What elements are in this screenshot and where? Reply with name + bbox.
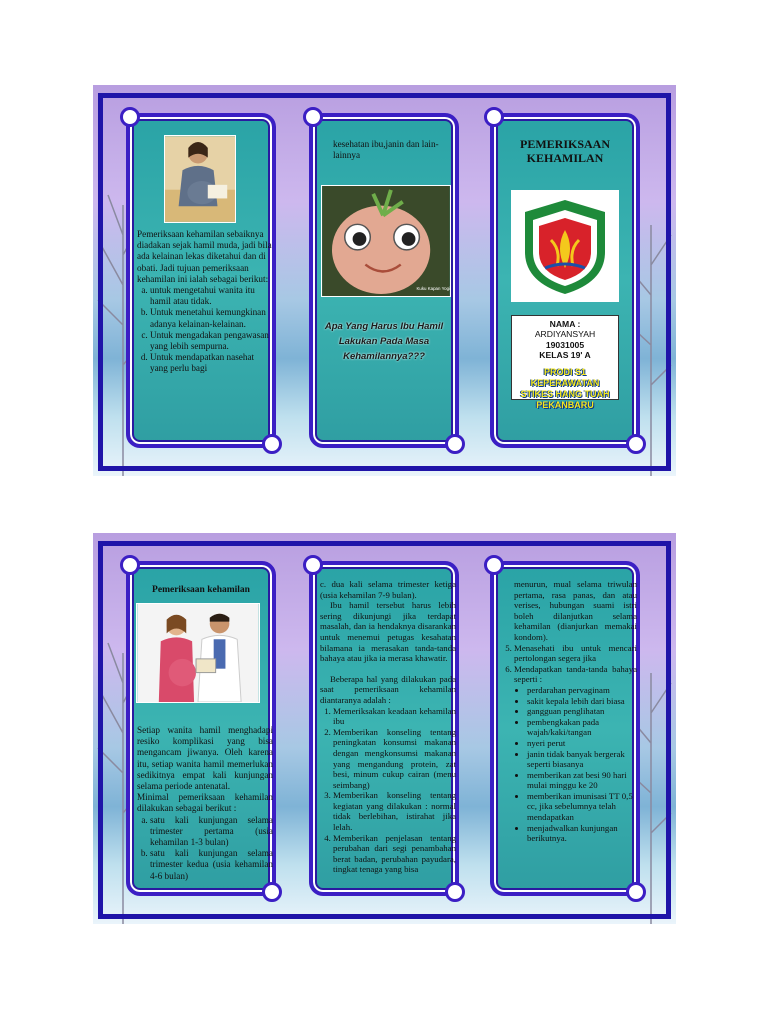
- panel-tujuan: [126, 113, 276, 448]
- name-label: NAMA :: [549, 319, 581, 329]
- list-item: • pembengkakan pada wajah/kaki/tangan: [527, 717, 637, 738]
- list-item: 5. Menasehati ibu untuk mencari pertolongan segera jika: [514, 643, 637, 664]
- panel-question-top-text: kesehatan ibu,janin dan lain-lainnya: [333, 139, 439, 161]
- institution-logo: [511, 190, 619, 302]
- list-item: d. Untuk mendapatkan nasehat yang perlu bagi: [150, 352, 273, 374]
- list-item: c. Untuk mengadakan pengawasan yang lebih sempurna.: [150, 330, 273, 352]
- cover-title: PEMERIKSAAN KEHAMILAN: [519, 137, 610, 165]
- panel-question: [309, 113, 459, 448]
- list-item: • memberikan zat besi 90 hari mulai minggu ke 20: [527, 770, 637, 791]
- doctor-patient-photo: [136, 603, 260, 703]
- student-name: ARDIYANSYAH: [534, 329, 596, 340]
- pemeriksaan-title: Pemeriksaan kehamilan: [152, 585, 250, 595]
- tanda-bahaya-text: [501, 579, 637, 844]
- panel-cover: [490, 113, 640, 448]
- panel-tanda-bahaya: [490, 561, 640, 896]
- photo-caption: Kuku Kapan Yogi: [416, 286, 451, 292]
- egg-face-photo: [321, 185, 451, 297]
- tujuan-list: [137, 285, 273, 375]
- hal-list: [320, 706, 456, 876]
- list-item: 4. Memberikan penjelasan tentang perubahan dari segi penambahan berat badan, perubahan payudara, tingkat tenaga yang bisa: [333, 833, 456, 875]
- prodi-line-1: PRODI S1 KEPERAWATAN: [530, 366, 600, 388]
- list-item: • menjadwalkan kunjungan berikutnya.: [527, 823, 637, 844]
- list-item: 3. Memberikan konseling tentang kegiatan yang dilakukan : normal tidak berlebihan, istirahat jika lelah.: [333, 790, 456, 832]
- kunjungan-paragraph: Ibu hamil tersebut harus lebih sering dikunjungi jika terdapat masalah, dan ia hendaknya disarankan untuk menemui petugas kesahatan bilamana ia merasakan tanda-tanda bahaya atau jika ia merasa khawatir.: [320, 600, 456, 664]
- hal-intro: Beberapa hal yang dilakukan pada saat pemeriksaan kehamilan diantaranya adalah :: [320, 673, 456, 705]
- lanjutan-text: menurun, mual selama triwulan pertama, rasa panas, dan atau verises, hubungan suami istri boleh dilanjutkan selama kehamilan (dianjurkan memakai kondom).: [514, 579, 637, 642]
- logo-emblem-icon: [511, 190, 619, 302]
- list-item: 2. Memberikan konseling tentang peningkatan konsumsi makanan dengan mengkonsumsi makanan yang mengandung protein, zat besi, minum cukup cairan (menu seimbang): [333, 727, 456, 791]
- panel-hal-dilakukan: [309, 561, 459, 896]
- panel-tujuan-text: [137, 229, 273, 375]
- list-item: a. untuk mengetahui wanita itu hamil atau tidak.: [150, 285, 273, 307]
- pregnant-woman-photo: [164, 135, 236, 223]
- list-item: a. satu kali kunjungan selama trimester pertama (usia kehamilan 1-3 bulan): [150, 815, 273, 849]
- list-item: • nyeri perut: [527, 738, 637, 749]
- student-nim: 19031005: [545, 339, 585, 350]
- list-item: • janin tidak banyak bergerak seperti biasanya: [527, 749, 637, 770]
- kunjungan-list: [137, 815, 273, 882]
- tanda-bahaya-list: [501, 685, 637, 844]
- question-heading: Apa Yang Harus Ibu Hamil Lakukan Pada Masa Kehamilannya???: [324, 321, 444, 362]
- list-item: 6. Mendapatkan tanda-tanda bahaya seperti :: [514, 664, 637, 685]
- pemeriksaan-intro-2: Minimal pemeriksaan kehamilan dilakukan sebagai berikut :: [137, 792, 273, 814]
- pemeriksaan-intro: Setiap wanita hamil menghadapi resiko komplikasi yang bisa mengancam jiwanya. Oleh karena itu, setiap wanita hamil memerlukan sedikitnya empat kali kunjungan selama periode antenatal.: [137, 725, 273, 792]
- panel-pemeriksaan: [126, 561, 276, 896]
- nasehat-list: [501, 643, 637, 685]
- list-item: b. satu kali kunjungan selama trimester kedua (usia kehamilan 4-6 bulan): [150, 848, 273, 882]
- pemeriksaan-text: [137, 725, 273, 882]
- student-info-box: [511, 315, 619, 410]
- list-item: • perdarahan pervaginam: [527, 685, 637, 696]
- brochure-page-1: [93, 85, 676, 476]
- list-item: • sakit kepala lebih dari biasa: [527, 696, 637, 707]
- trimester-ketiga: c. dua kali selama trimester ketiga (usia kehamilan 7-9 bulan).: [320, 579, 456, 600]
- prodi-line-2: STIKES HANG TUAH PEKANBARU: [520, 388, 610, 410]
- list-item: 1. Memeriksakan keadaan kehamilan ibu: [333, 706, 456, 727]
- brochure-page-2: [93, 533, 676, 924]
- list-item: • memberikan imunisasi TT 0,5 cc, jika sebelumnya telah mendapatkan: [527, 791, 637, 823]
- list-item: b. Untuk menetahui kemungkinan adanya kelainan-kelainan.: [150, 307, 273, 329]
- hal-dilakukan-text: [320, 579, 456, 875]
- list-item: • gangguan penglihatan: [527, 706, 637, 717]
- tujuan-intro: Pemeriksaan kehamilan sebaiknya diadakan sejak hamil muda, jadi bila ada kelainan lekas diketahui dan di obati. Jadi tujuan pemeriksaan kehamilan ini ialah sebagai berikut:: [137, 229, 272, 284]
- student-class: KELAS 19' A: [539, 350, 591, 361]
